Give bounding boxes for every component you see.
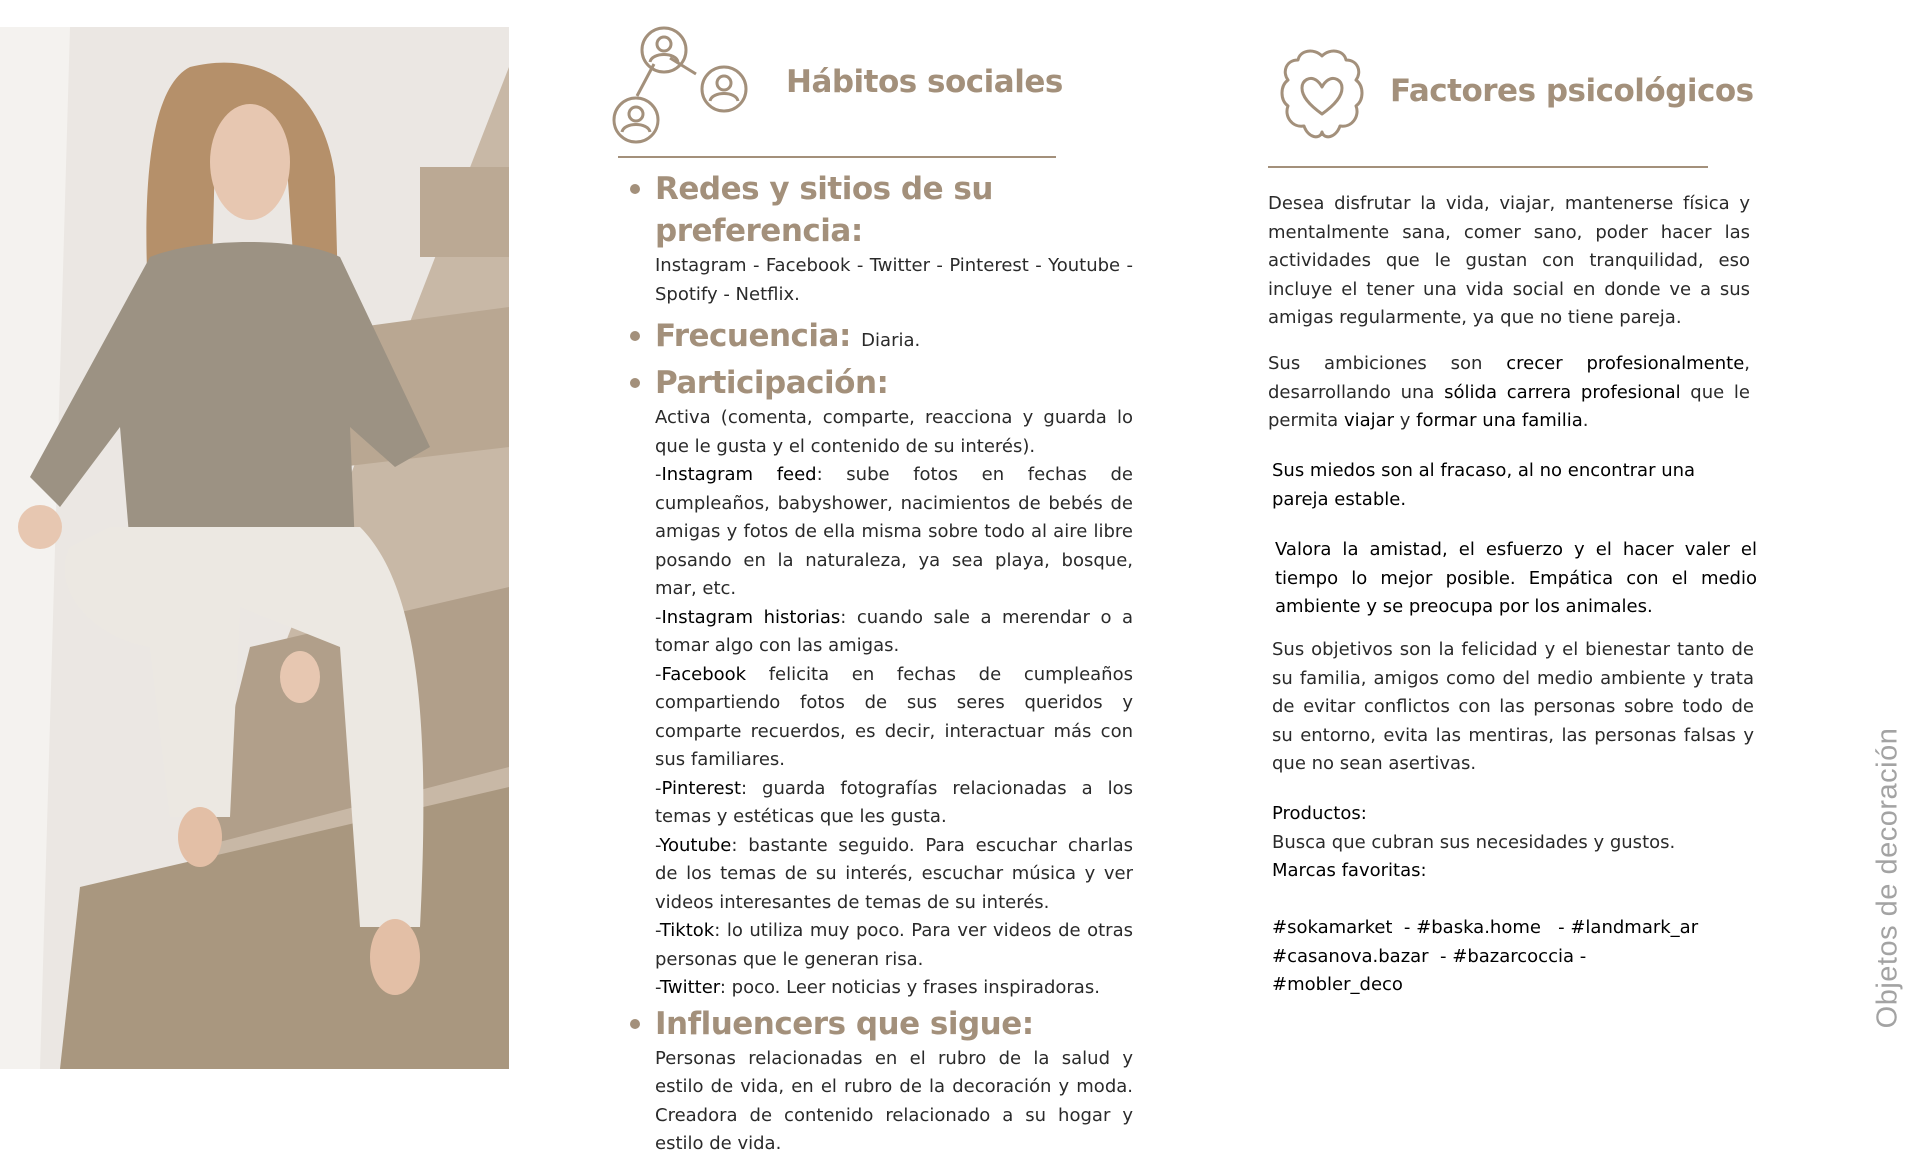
psych-paragraph-4 bbox=[1275, 536, 1757, 622]
psych-fears-text: Sus miedos son al fracaso, al no encontrar una pareja estable. bbox=[1272, 460, 1696, 510]
participacion-item: -Pinterest: guarda fotografías relacionadas a los temas y estéticas que les gusta. bbox=[655, 777, 1133, 827]
redes-section bbox=[630, 168, 1133, 309]
side-label-container bbox=[1868, 728, 1908, 1028]
psych-divider bbox=[1268, 166, 1708, 168]
participacion-item: -Instagram feed: sube fotos en fechas de cumpleaños, babyshower, nacimientos de bebés de amigas y fotos de ella misma sobre todo al aire libre posando en la naturaleza, ya sea playa, bosque, mar, etc. bbox=[655, 464, 1133, 599]
psych-paragraph-3 bbox=[1272, 457, 1754, 514]
frecuencia-value: Diaria. bbox=[861, 330, 921, 351]
psych-ambitions-text bbox=[1268, 350, 1750, 436]
redes-title: Redes y sitios de su preferencia: bbox=[655, 171, 993, 249]
social-heading: Hábitos sociales bbox=[786, 64, 1063, 100]
social-network-icon bbox=[612, 24, 752, 146]
item-text: : lo utiliza muy poco. Para ver videos de otras personas que le generan risa. bbox=[655, 920, 1133, 970]
item-text: : sube fotos en fechas de cumpleaños, babyshower, nacimientos de bebés de amigas y fotos de ella misma sobre todo al aire libre posando en la naturaleza, ya sea playa, bosque, mar, etc. bbox=[655, 464, 1133, 599]
psych-paragraph-1 bbox=[1268, 190, 1750, 333]
psych-desires-text: Desea disfrutar la vida, viajar, mantenerse física y mentalmente sana, comer sano, poder hacer las actividades que le gustan con tranquilidad, eso incluye el tener una vida social en donde ve a sus amigas regularmente, ya que no tiene pareja. bbox=[1268, 193, 1750, 328]
psych-values-text: Valora la amistad, el esfuerzo y el hacer valer el tiempo lo mejor posible. Empática con el medio ambiente y se preocupa por los animales. bbox=[1275, 539, 1757, 617]
item-network: Youtube bbox=[659, 834, 732, 856]
item-network: Facebook bbox=[661, 663, 747, 685]
participacion-item: -Facebook felicita en fechas de cumpleaños compartiendo fotos de sus seres queridos y comparte recuerdos, es decir, interactuar más con sus familiares. bbox=[655, 663, 1133, 770]
text-run: y bbox=[1394, 410, 1417, 431]
influencers-text: Personas relacionadas en el rubro de la salud y estilo de vida, en el rubro de la decoración y moda. Creadora de contenido relacionado a su hogar y estilo de vida. bbox=[655, 1047, 1133, 1154]
item-network: Twitter bbox=[659, 977, 720, 998]
bullet-dot bbox=[630, 184, 640, 194]
item-text: : bastante seguido. Para escuchar charlas de los temas de su interés, escuchar música y ver videos interesantes de temas de su interés. bbox=[655, 834, 1133, 913]
frecuencia-title: Frecuencia: bbox=[655, 318, 851, 354]
text-run: , desarrollando una bbox=[1268, 353, 1751, 403]
item-network: Tiktok bbox=[659, 920, 715, 941]
participacion-item: -Twitter: poco. Leer noticias y frases inspiradoras. bbox=[655, 977, 1100, 998]
participacion-intro: Activa (comenta, comparte, reacciona y guarda lo que le gusta y el contenido de su interés). bbox=[655, 407, 1133, 457]
influencers-title: Influencers que sigue: bbox=[655, 1005, 1034, 1042]
influencers-section bbox=[630, 1003, 1133, 1159]
text-run-strong: viajar bbox=[1343, 410, 1395, 431]
brand-tags-line-1: #sokamarket - #baska.home - #landmark_ar bbox=[1272, 917, 1699, 938]
redes-text: Instagram - Facebook - Twitter - Pinterest - Youtube - Spotify - Netflix. bbox=[655, 255, 1133, 305]
item-network: Pinterest bbox=[661, 777, 742, 799]
item-text: felicita en fechas de cumpleaños compartiendo fotos de sus seres queridos y comparte recuerdos, es decir, interactuar más con sus familiares. bbox=[655, 663, 1133, 770]
participacion-section bbox=[630, 362, 1133, 1003]
side-label: Objetos de decoración bbox=[1871, 727, 1904, 1029]
text-run-strong: crecer profesionalmente bbox=[1506, 353, 1745, 374]
participacion-title: Participación: bbox=[655, 365, 889, 401]
bullet-dot bbox=[630, 331, 640, 341]
social-divider bbox=[618, 156, 1056, 158]
productos-label: Productos: bbox=[1272, 803, 1367, 824]
item-network: Instagram feed bbox=[661, 464, 817, 485]
psych-goals-text: Sus objetivos son la felicidad y el bienestar tanto de su familia, amigos como del medio ambiente y trata de evitar conflictos con las personas sobre todo de su entorno, evita las mentiras, las personas falsas y que no sean asertivas. bbox=[1272, 639, 1754, 774]
psych-paragraph-2 bbox=[1268, 350, 1750, 436]
item-text: : cuando sale a merendar o a tomar algo con las amigas. bbox=[655, 606, 1133, 656]
text-run: que le permita bbox=[1268, 381, 1750, 431]
brand-tags-line-2: #casanova.bazar - #bazarcoccia - bbox=[1272, 945, 1587, 967]
text-run-strong: sólida carrera profesional bbox=[1444, 381, 1681, 403]
item-text: : poco. Leer noticias y frases inspiradoras. bbox=[719, 977, 1100, 998]
text-run: . bbox=[1582, 410, 1589, 431]
bullet-dot bbox=[630, 1019, 640, 1029]
frecuencia-line bbox=[655, 315, 1133, 362]
persona-photo-illustration bbox=[0, 27, 509, 1069]
social-column bbox=[630, 168, 1133, 1159]
frecuencia-section bbox=[630, 315, 1133, 362]
psych-heading: Factores psicológicos bbox=[1390, 73, 1754, 109]
brand-tags-line-3: #mobler_deco bbox=[1272, 974, 1403, 995]
participacion-item: -Instagram historias: cuando sale a merendar o a tomar algo con las amigas. bbox=[655, 606, 1133, 656]
text-run-strong: formar una familia bbox=[1416, 410, 1583, 431]
bullet-dot bbox=[630, 378, 640, 388]
persona-photo bbox=[0, 27, 509, 1069]
participacion-item: -Youtube: bastante seguido. Para escuchar charlas de los temas de su interés, escuchar música y ver videos interesantes de temas de su interés. bbox=[655, 834, 1133, 913]
brain-heart-icon bbox=[1278, 48, 1366, 142]
productos-text: Busca que cubran sus necesidades y gustos. bbox=[1272, 831, 1676, 853]
participacion-item: -Tiktok: lo utiliza muy poco. Para ver videos de otras personas que le generan risa. bbox=[655, 920, 1133, 970]
text-run: Sus ambiciones son bbox=[1268, 353, 1507, 374]
item-network: Instagram historias bbox=[661, 606, 841, 628]
marcas-label: Marcas favoritas: bbox=[1272, 860, 1427, 881]
psych-products bbox=[1272, 800, 1754, 1000]
psych-paragraph-5 bbox=[1272, 636, 1754, 779]
item-text: : guarda fotografías relacionadas a los temas y estéticas que les gusta. bbox=[655, 777, 1133, 827]
